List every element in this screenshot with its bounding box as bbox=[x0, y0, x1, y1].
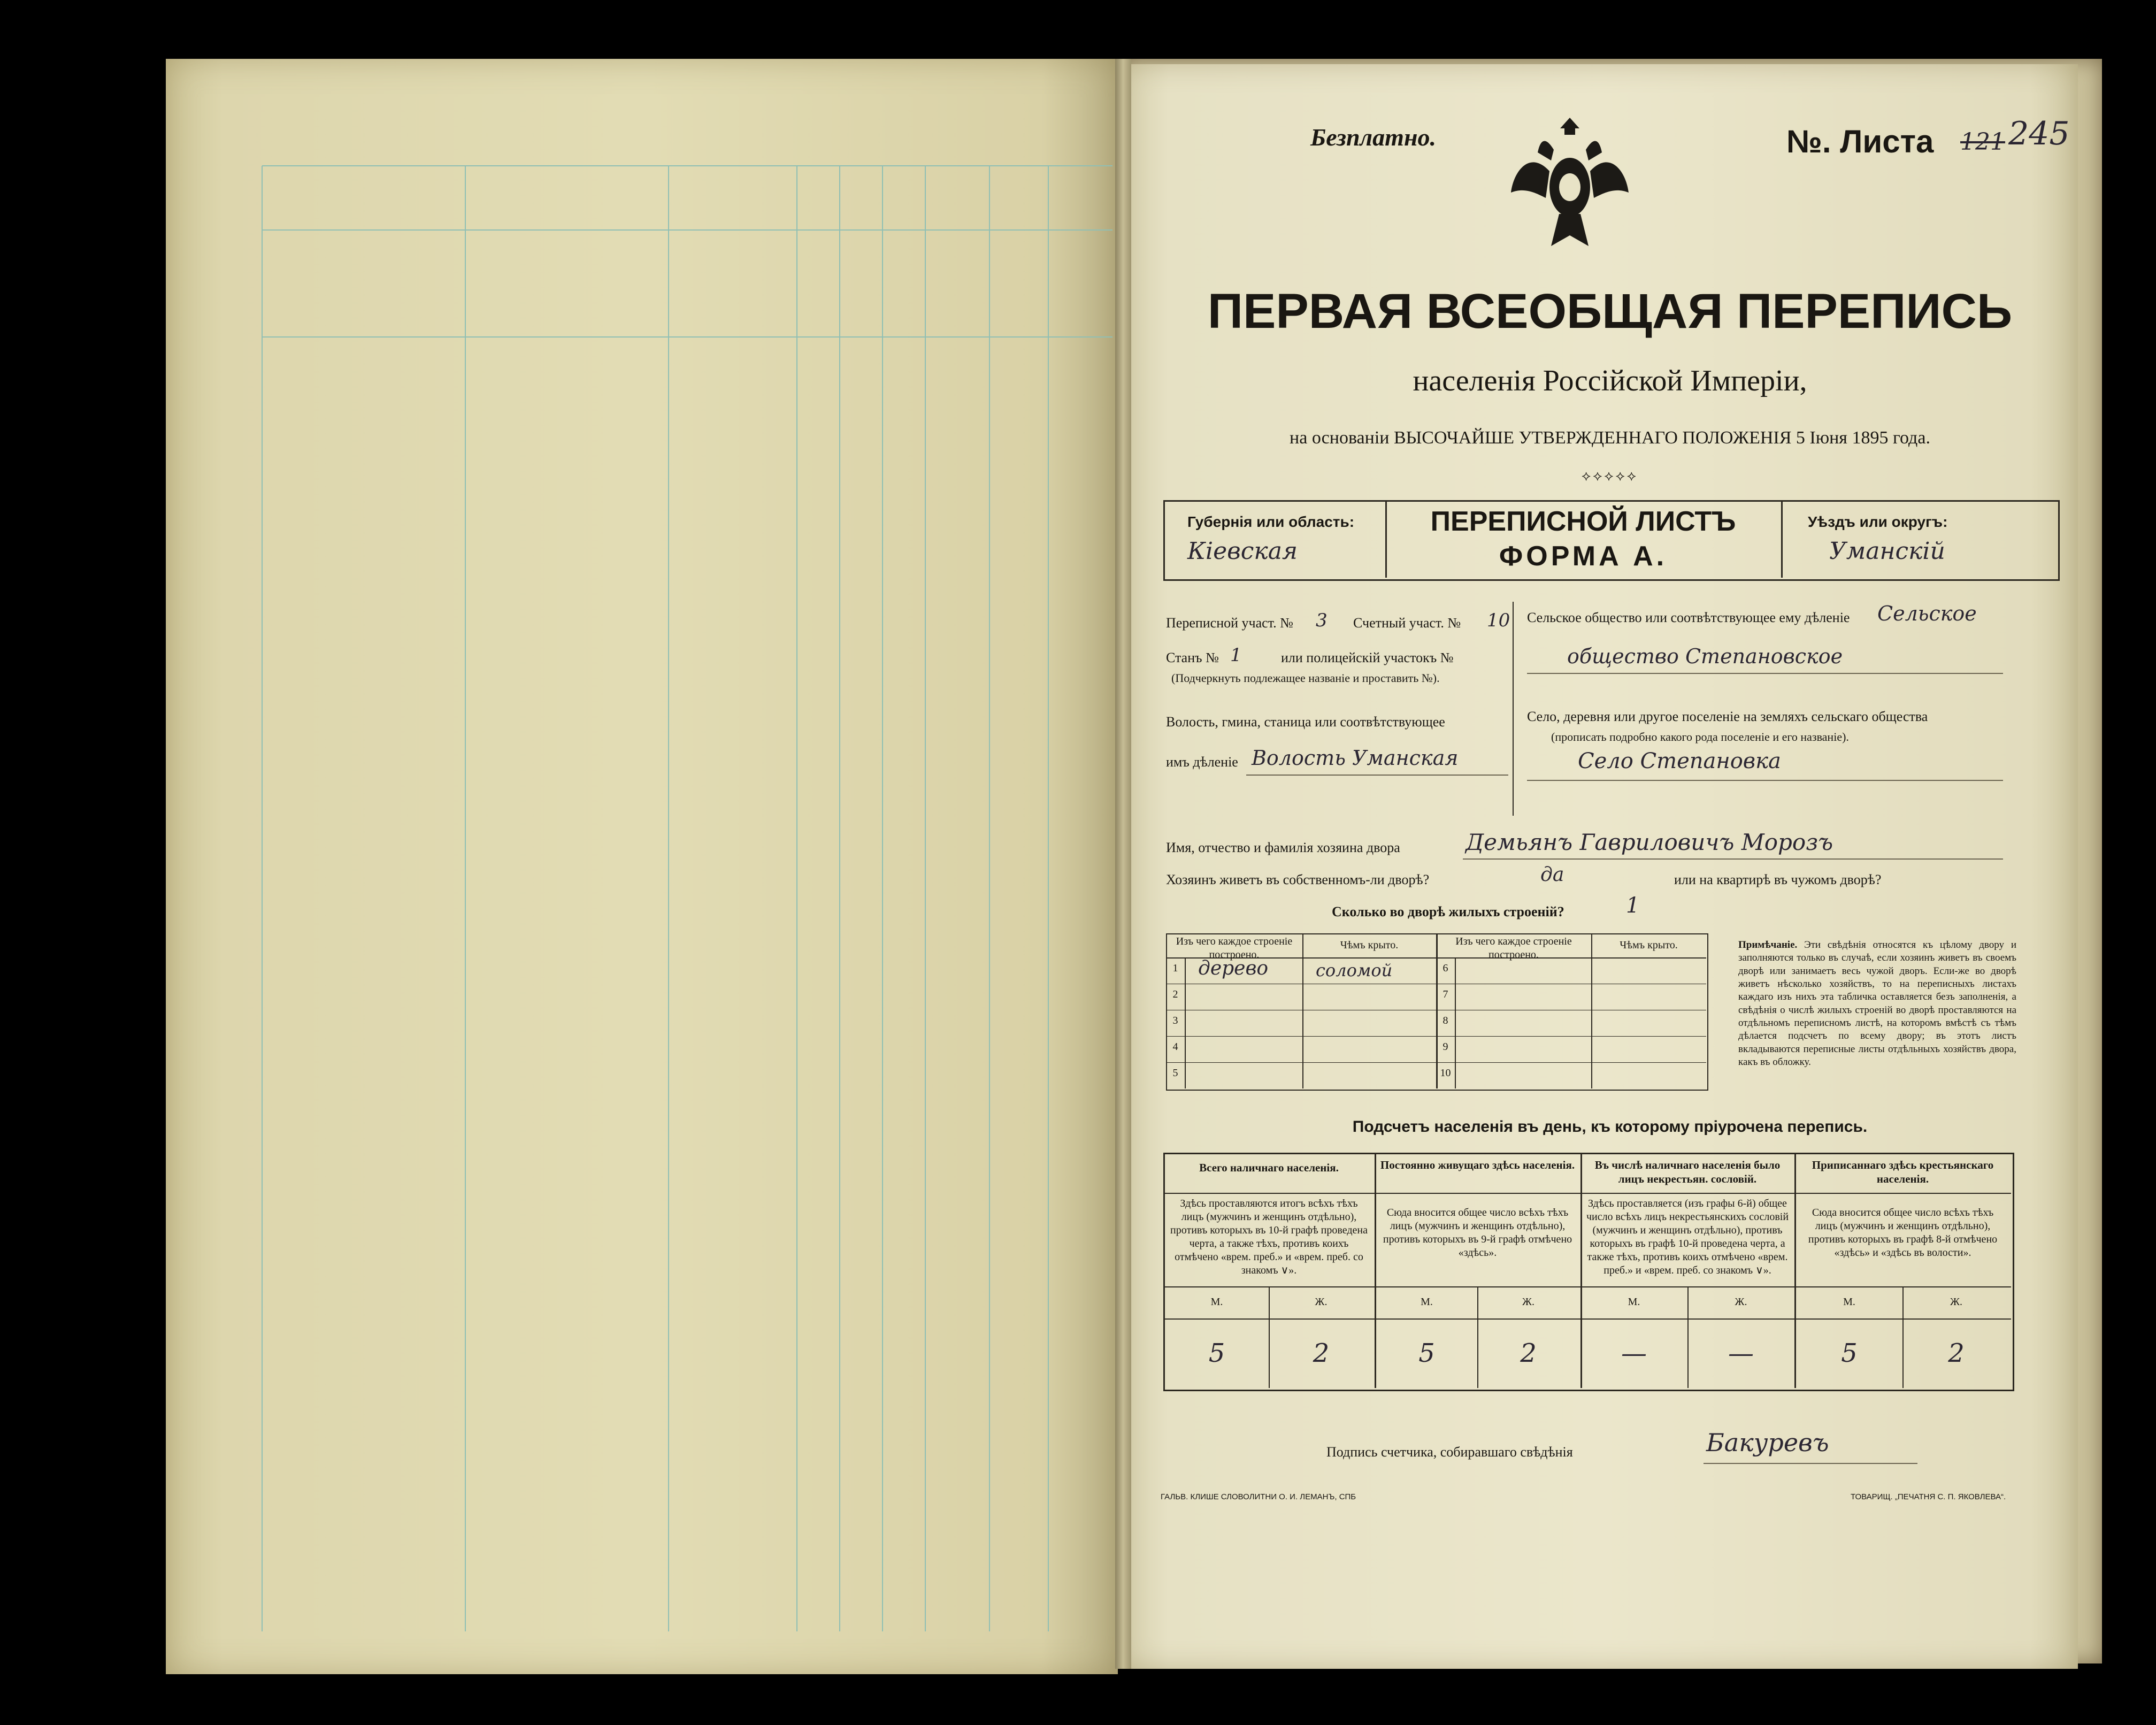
divider bbox=[1185, 957, 1186, 1088]
signature-underline bbox=[1704, 1463, 1917, 1464]
form-legal-basis: на основаніи ВЫСОЧАЙШЕ УТВЕРЖДЕННАГО ПОЛОЖЕНІЯ 5 Іюня 1895 года. bbox=[1290, 428, 1930, 448]
sheet-type-line1: ПЕРЕПИСНОЙ ЛИСТЪ bbox=[1430, 506, 1736, 537]
district-label: Уѣздъ или округъ: bbox=[1808, 513, 1948, 530]
form-title: ПЕРВАЯ ВСЕОБЩАЯ ПЕРЕПИСЬ bbox=[1207, 284, 2013, 339]
divider bbox=[1436, 933, 1438, 1088]
count-value: 2 bbox=[1520, 1338, 1537, 1368]
table-row-number: 6 bbox=[1443, 962, 1448, 974]
table-header-roof: Чѣмъ крыто. bbox=[1340, 939, 1399, 951]
village-underline bbox=[1527, 780, 2003, 781]
divider bbox=[1163, 1193, 2011, 1194]
divider bbox=[1166, 1062, 1706, 1063]
table-row-number: 8 bbox=[1443, 1015, 1448, 1026]
count-value: 5 bbox=[1208, 1338, 1225, 1368]
society-value-2: общество Степановское bbox=[1567, 645, 1843, 668]
count-value: — bbox=[1728, 1338, 1754, 1368]
book-spine bbox=[1115, 59, 1131, 1669]
divider bbox=[1163, 1286, 2011, 1287]
row1-roof-value: соломой bbox=[1316, 960, 1393, 980]
volost-underline bbox=[1246, 775, 1508, 776]
count-desc-peasant: Сюда вносится общее число всѣхъ тѣхъ лицъ (мужчинъ и женщинъ отдѣльно), противъ которыхъ въ графѣ 8-й отмѣчено «здѣсь» и «здѣсь въ волости». bbox=[1808, 1207, 1998, 1259]
volost-label-1: Волость, гмина, станица или соотвѣтствующее bbox=[1166, 714, 1445, 730]
table-row-number: 4 bbox=[1172, 1041, 1178, 1053]
female-label: Ж. bbox=[1735, 1296, 1747, 1308]
left-page-faint-grid bbox=[166, 59, 1118, 1674]
stan-label: Станъ № bbox=[1166, 650, 1219, 665]
divider bbox=[1591, 933, 1592, 1088]
ornament-divider: ⟡⟡⟡⟡⟡ bbox=[1582, 468, 1638, 484]
sheet-number-label: №. Листа bbox=[1786, 124, 1934, 159]
divider bbox=[1781, 500, 1783, 578]
census-section-label: Переписной участ. № bbox=[1166, 615, 1293, 631]
sheet-number-handwritten: 245 bbox=[2008, 115, 2070, 152]
count-section-label: Счетный участ. № bbox=[1353, 615, 1461, 631]
stan-value: 1 bbox=[1230, 645, 1242, 666]
table-header-roof: Чѣмъ крыто. bbox=[1620, 939, 1678, 951]
count-header-peasant: Приписаннаго здѣсь крестьянскаго населенія. bbox=[1812, 1159, 1994, 1186]
society-value-1: Сельское bbox=[1877, 602, 1977, 625]
buildings-count-value: 1 bbox=[1626, 893, 1640, 918]
female-label: Ж. bbox=[1522, 1296, 1534, 1308]
male-label: М. bbox=[1843, 1296, 1855, 1308]
female-label: Ж. bbox=[1950, 1296, 1962, 1308]
census-section-value: 3 bbox=[1316, 610, 1328, 631]
note-text bbox=[1738, 939, 2016, 1069]
owner-name-label: Имя, отчество и фамилія хозяина двора bbox=[1166, 840, 1400, 855]
table-row-number: 2 bbox=[1172, 988, 1178, 1000]
divider bbox=[1794, 1153, 1796, 1388]
province-label: Губернія или область: bbox=[1187, 513, 1355, 530]
form-subtitle: населенія Россійской Имперіи, bbox=[1413, 364, 1807, 397]
male-label: М. bbox=[1628, 1296, 1640, 1308]
divider bbox=[1455, 957, 1456, 1088]
count-desc-non-peasant: Здѣсь проставляется (изъ графы 6-й) общее число всѣхъ лицъ некрестьянскихъ сословій (мужчинъ и женщинъ отдѣльно), противъ которыхъ въ графѣ 10-й проведена черта, а также тѣхъ, противъ коихъ отмѣчено «врем. преб.» и «врем. преб. со знакомъ ∨». bbox=[1586, 1198, 1789, 1276]
sheet-type-line2: ФОРМА А. bbox=[1499, 541, 1668, 572]
table-row-number: 9 bbox=[1443, 1041, 1448, 1053]
province-value: Кіевская bbox=[1187, 538, 1298, 565]
imperial-eagle-emblem bbox=[1508, 112, 1631, 265]
table-row-number: 7 bbox=[1443, 988, 1448, 1000]
count-value: 2 bbox=[1313, 1338, 1330, 1368]
volost-value: Волость Уманская bbox=[1252, 746, 1459, 770]
count-title: Подсчетъ населенія въ день, къ которому пріурочена перепись. bbox=[1352, 1118, 1868, 1136]
society-underline bbox=[1527, 673, 2003, 674]
imprint-right: ТОВАРИЩ. „ПЕЧАТНЯ С. П. ЯКОВЛЕВА“. bbox=[1851, 1492, 2006, 1501]
owner-lives-label: Хозяинъ живетъ въ собственномъ-ли дворѣ? bbox=[1166, 872, 1430, 887]
society-label: Сельское общество или соотвѣтствующее ему дѣленіе bbox=[1527, 610, 1850, 625]
underline-note: (Подчеркнуть подлежащее названіе и проставить №). bbox=[1171, 671, 1440, 685]
table-row-number: 10 bbox=[1440, 1067, 1451, 1079]
table-row-number: 3 bbox=[1172, 1015, 1178, 1026]
signature-value: Бакуревъ bbox=[1706, 1428, 1829, 1457]
police-station-label: или полицейскій участокъ № bbox=[1281, 650, 1454, 665]
note-body: Эти свѣдѣнія относятся къ цѣлому двору и заполняются только въ случаѣ, если хозяинъ живетъ въ своемъ дворѣ или занимаетъ весь чужой дворъ. Если-же во дворѣ живетъ нѣсколько хозяйствъ, то на переписныхъ листахъ каждаго изъ нихъ эта табличка оставляется безъ заполненія, а свѣдѣнія о числѣ жилыхъ строеній во дворѣ проставляются на отдѣльномъ переписномъ листѣ, на которомъ вмѣстѣ съ тѣмъ дѣлается подсчетъ по всему двору; въ этотъ листъ вкладываются переписные листы отдѣльныхъ хозяйствъ двора, какъ въ обложку. bbox=[1738, 939, 2016, 1068]
imprint-left: ГАЛЬВ. КЛИШЕ СЛОВОЛИТНИ О. И. ЛЕМАНЪ, СПБ bbox=[1161, 1492, 1356, 1501]
count-header-permanent: Постоянно живущаго здѣсь населенія. bbox=[1380, 1159, 1575, 1171]
free-label: Безплатно. bbox=[1310, 124, 1436, 151]
divider bbox=[1687, 1286, 1689, 1388]
table-header-material: Изъ чего каждое строеніе построено. bbox=[1455, 936, 1572, 961]
signature-label: Подпись счетчика, собиравшаго свѣдѣнія bbox=[1326, 1444, 1573, 1460]
divider bbox=[1902, 1286, 1904, 1388]
table-row-number: 5 bbox=[1172, 1067, 1178, 1079]
table-row-number: 1 bbox=[1172, 962, 1178, 974]
male-label: М. bbox=[1421, 1296, 1433, 1308]
count-value: 2 bbox=[1948, 1338, 1965, 1368]
divider bbox=[1375, 1153, 1376, 1388]
owner-name-value: Демьянъ Гавриловичъ Морозъ bbox=[1466, 829, 1833, 855]
divider bbox=[1166, 1036, 1706, 1037]
divider bbox=[1477, 1286, 1478, 1388]
sheet-number-struck: 121 bbox=[1960, 128, 2005, 156]
village-label-1: Село, деревня или другое поселеніе на земляхъ сельскаго общества bbox=[1527, 709, 1928, 724]
count-header-total: Всего наличнаго населенія. bbox=[1199, 1161, 1339, 1174]
buildings-count-label: Сколько во дворѣ жилыхъ строеній? bbox=[1332, 904, 1564, 919]
count-section-value: 10 bbox=[1487, 610, 1510, 631]
village-value: Село Степановка bbox=[1578, 749, 1781, 773]
count-value: 5 bbox=[1841, 1338, 1858, 1368]
volost-label-2: имъ дѣленіе bbox=[1166, 754, 1238, 770]
district-value: Уманскій bbox=[1829, 538, 1945, 565]
divider bbox=[1302, 933, 1303, 1088]
note-head: Примѣчаніе. bbox=[1738, 939, 1798, 950]
divider bbox=[1163, 1318, 2011, 1320]
owner-name-underline bbox=[1463, 858, 2003, 860]
village-label-2: (прописать подробно какого рода поселеніе и его названіе). bbox=[1551, 730, 1849, 743]
info-divider bbox=[1513, 602, 1514, 816]
divider bbox=[1269, 1286, 1270, 1388]
count-desc-total: Здѣсь проставляются итогъ всѣхъ тѣхъ лицъ (мужчинъ и женщинъ отдѣльно), противъ которыхъ въ 10-й графѣ проведена черта, а также тѣхъ, противъ коихъ отмѣчено «врем. преб.» и «врем. преб. со знакомъ ∨». bbox=[1170, 1198, 1368, 1276]
owner-rent-label: или на квартирѣ въ чужомъ дворѣ? bbox=[1674, 872, 1882, 887]
male-label: М. bbox=[1210, 1296, 1223, 1308]
count-value: 5 bbox=[1418, 1338, 1435, 1368]
count-desc-permanent: Сюда вносится общее число всѣхъ тѣхъ лицъ (мужчинъ и женщинъ отдѣльно), противъ которыхъ въ 9-й графѣ отмѣчено «здѣсь». bbox=[1383, 1207, 1572, 1259]
table-header-material: Изъ чего каждое строеніе построено. bbox=[1176, 936, 1293, 961]
divider bbox=[1580, 1153, 1582, 1388]
owner-lives-value: да bbox=[1540, 864, 1564, 886]
row1-material-value: дерево bbox=[1198, 957, 1269, 979]
left-page bbox=[166, 59, 1118, 1674]
female-label: Ж. bbox=[1315, 1296, 1328, 1308]
count-header-non-peasant: Въ числѣ наличнаго населенія было лицъ некрестьян. сословій. bbox=[1594, 1159, 1781, 1186]
count-value: — bbox=[1621, 1338, 1647, 1368]
